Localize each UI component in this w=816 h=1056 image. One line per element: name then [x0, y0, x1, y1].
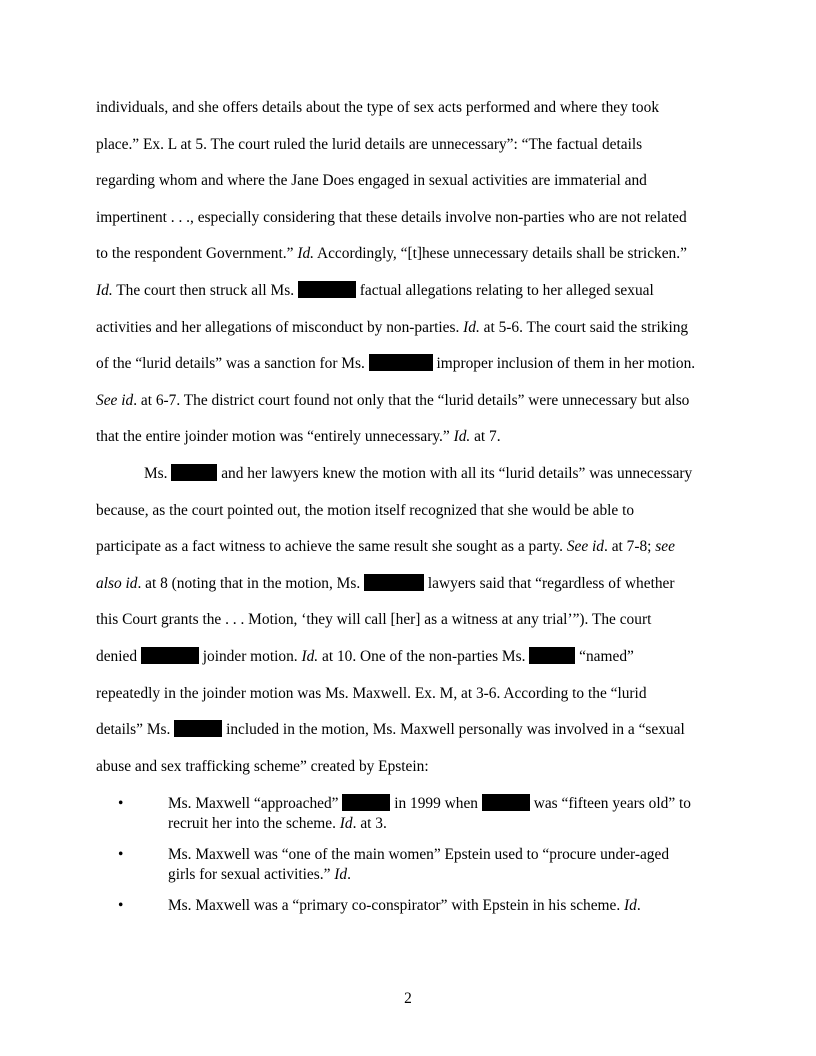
- citation: See id: [566, 538, 604, 556]
- citation: Id.: [301, 647, 319, 665]
- text-line: abuse and sex trafficking scheme” created by Epstein:: [96, 757, 429, 775]
- text-line: also id. at 8 (noting that in the motion, Ms. lawyers said that “regardless of whether: [96, 574, 675, 592]
- citation: also id: [96, 574, 138, 592]
- citation: Id: [624, 897, 637, 914]
- redaction-box: [529, 647, 575, 664]
- list-item: • Ms. Maxwell was a “primary co-conspirator” with Epstein in his scheme. Id.: [118, 897, 641, 914]
- redaction-box: [171, 464, 217, 481]
- text-line: Id. The court then struck all Ms. factual allegations relating to her alleged sexual: [96, 281, 654, 299]
- text-line: details” Ms. included in the motion, Ms. Maxwell personally was involved in a “sexual: [96, 721, 685, 739]
- text-line: activities and her allegations of misconduct by non-parties. Id. at 5-6. The court said the striking: [96, 318, 689, 336]
- redaction-box: [298, 281, 356, 298]
- list-item: • Ms. Maxwell was “one of the main women” Epstein used to “procure under-aged girls for sexual activities.” Id.: [118, 846, 670, 883]
- text-line: regarding whom and where the Jane Does engaged in sexual activities are immaterial and: [96, 172, 647, 190]
- bullet-icon: •: [118, 795, 124, 812]
- text-line: individuals, and she offers details about the type of sex acts performed and where they took: [96, 99, 660, 116]
- bullet-list: [96, 794, 736, 927]
- citation: Id: [339, 815, 353, 832]
- text-line: that the entire joinder motion was “entirely unnecessary.” Id. at 7.: [96, 428, 501, 446]
- citation: Id: [334, 866, 348, 883]
- text-line: See id. at 6-7. The district court found not only that the “lurid details” were unnecessary but also: [96, 391, 690, 409]
- redaction-box: [364, 574, 424, 591]
- list-item: • Ms. Maxwell “approached” in 1999 when was “fifteen years old” to recruit her into the scheme. Id. at 3.: [118, 795, 691, 832]
- citation: Id.: [297, 245, 314, 263]
- redaction-box: [342, 794, 390, 811]
- redaction-box: [141, 647, 199, 664]
- redaction-box: [174, 720, 222, 737]
- citation: See id: [96, 391, 134, 409]
- redaction-box: [369, 354, 433, 371]
- citation: Id.: [463, 318, 480, 336]
- text-line: to the respondent Government.” Id. Accordingly, “[t]hese unnecessary details shall be stricken.”: [96, 245, 687, 263]
- citation: Id.: [453, 428, 471, 446]
- text-line: participate as a fact witness to achieve the same result she sought as a party. See id. at 7-8; see: [96, 538, 675, 556]
- text-line: place.” Ex. L at 5. The court ruled the lurid details are unnecessary”: “The factual details: [96, 135, 643, 153]
- bullet-icon: •: [118, 846, 124, 863]
- text-line: this Court grants the . . . Motion, ‘they will call [her] as a witness at any trial’”). The court: [96, 611, 652, 629]
- paragraph-first-line: Ms. and her lawyers knew the motion with all its “lurid details” was unnecessary: [144, 464, 693, 482]
- text-line: because, as the court pointed out, the motion itself recognized that she would be able to: [96, 501, 635, 519]
- text-line: of the “lurid details” was a sanction for Ms. improper inclusion of them in her motion.: [96, 355, 696, 373]
- text-line: impertinent . . ., especially considering that these details involve non-parties who are not related: [96, 208, 687, 226]
- redaction-box: [482, 794, 530, 811]
- body-text: [96, 90, 736, 785]
- text-line: repeatedly in the joinder motion was Ms. Maxwell. Ex. M, at 3-6. According to the “lurid: [96, 684, 647, 702]
- citation: see: [655, 538, 675, 556]
- citation: Id.: [96, 281, 113, 299]
- text-line: denied joinder motion. Id. at 10. One of the non-parties Ms. “named”: [96, 647, 634, 665]
- page-number: 2: [404, 990, 412, 1007]
- bullet-icon: •: [118, 897, 124, 914]
